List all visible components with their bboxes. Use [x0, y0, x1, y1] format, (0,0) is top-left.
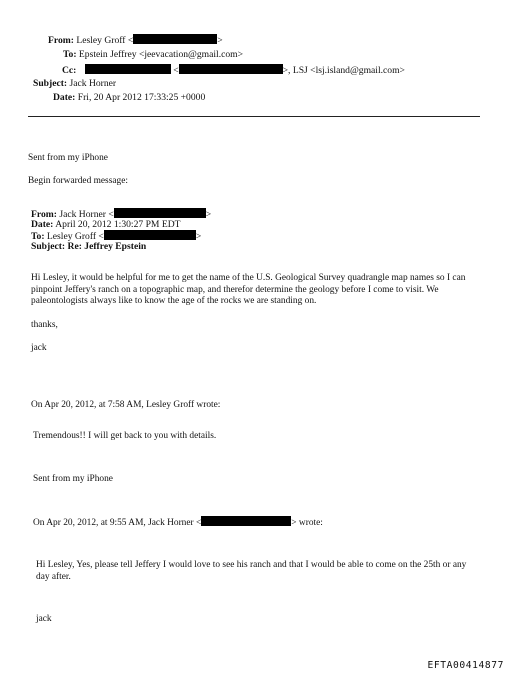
redaction-bar	[133, 34, 217, 44]
sent-from-line: Sent from my iPhone	[28, 153, 108, 163]
fwd-to: To: Lesley Groff < >	[31, 231, 202, 242]
quote-header: On Apr 20, 2012, at 9:55 AM, Jack Horner < > wrote:	[33, 518, 323, 528]
thanks-line: thanks,	[31, 320, 58, 330]
redaction-bar	[179, 64, 283, 74]
subject-label: Subject:	[33, 78, 68, 89]
fwd-from: From: Jack Horner < >	[31, 209, 212, 220]
redaction-bar	[104, 230, 196, 240]
to-label: To:	[63, 49, 77, 60]
header-cc: Cc: < >, LSJ <lsj.island@gmail.com>	[62, 65, 405, 76]
to-value: Epstein Jeffrey <jeevacation@gmail.com>	[78, 49, 244, 60]
header-from: From: Lesley Groff < >	[48, 35, 223, 46]
from-value: Lesley Groff <	[76, 35, 134, 46]
message-paragraph: Hi Lesley, it would be helpful for me to get the name of the U.S. Geological Survey quadrangle map names so I can pinpoint Jeffery's ranch on a topographic map, and therefor determine the geology before I come to visit. We paleontologists always like to know the age of the rocks we are standing on.	[31, 273, 466, 306]
reply-line: Tremendous!! I will get back to you with details.	[33, 431, 217, 441]
sent-from-line: Sent from my iPhone	[33, 474, 113, 484]
from-label: From:	[48, 35, 74, 46]
signature: jack	[36, 614, 52, 624]
header-subject	[33, 78, 116, 89]
header-date	[53, 92, 205, 103]
redaction-bar	[85, 64, 171, 74]
cc-label: Cc:	[62, 65, 77, 76]
subject-value: Jack Horner	[69, 78, 117, 89]
begin-forwarded-line: Begin forwarded message:	[28, 176, 128, 186]
fwd-subject: Subject: Re: Jeffrey Epstein	[31, 241, 147, 252]
message-paragraph: Hi Lesley, Yes, please tell Jeffery I would love to see his ranch and that I would be able to come on the 25th or any day after.	[36, 560, 467, 582]
document-id: EFTA00414877	[427, 660, 504, 671]
date-label: Date:	[53, 92, 76, 103]
header-divider	[28, 116, 480, 117]
cc-value: >, LSJ <lsj.island@gmail.com>	[282, 65, 405, 76]
redaction-bar	[201, 516, 291, 526]
date-value: Fri, 20 Apr 2012 17:33:25 +0000	[77, 92, 206, 103]
redaction-bar	[114, 208, 206, 218]
header-to	[63, 49, 243, 60]
signature: jack	[31, 343, 47, 353]
fwd-date: Date: April 20, 2012 1:30:27 PM EDT	[31, 219, 181, 230]
quote-header: On Apr 20, 2012, at 7:58 AM, Lesley Groff wrote:	[31, 400, 221, 410]
